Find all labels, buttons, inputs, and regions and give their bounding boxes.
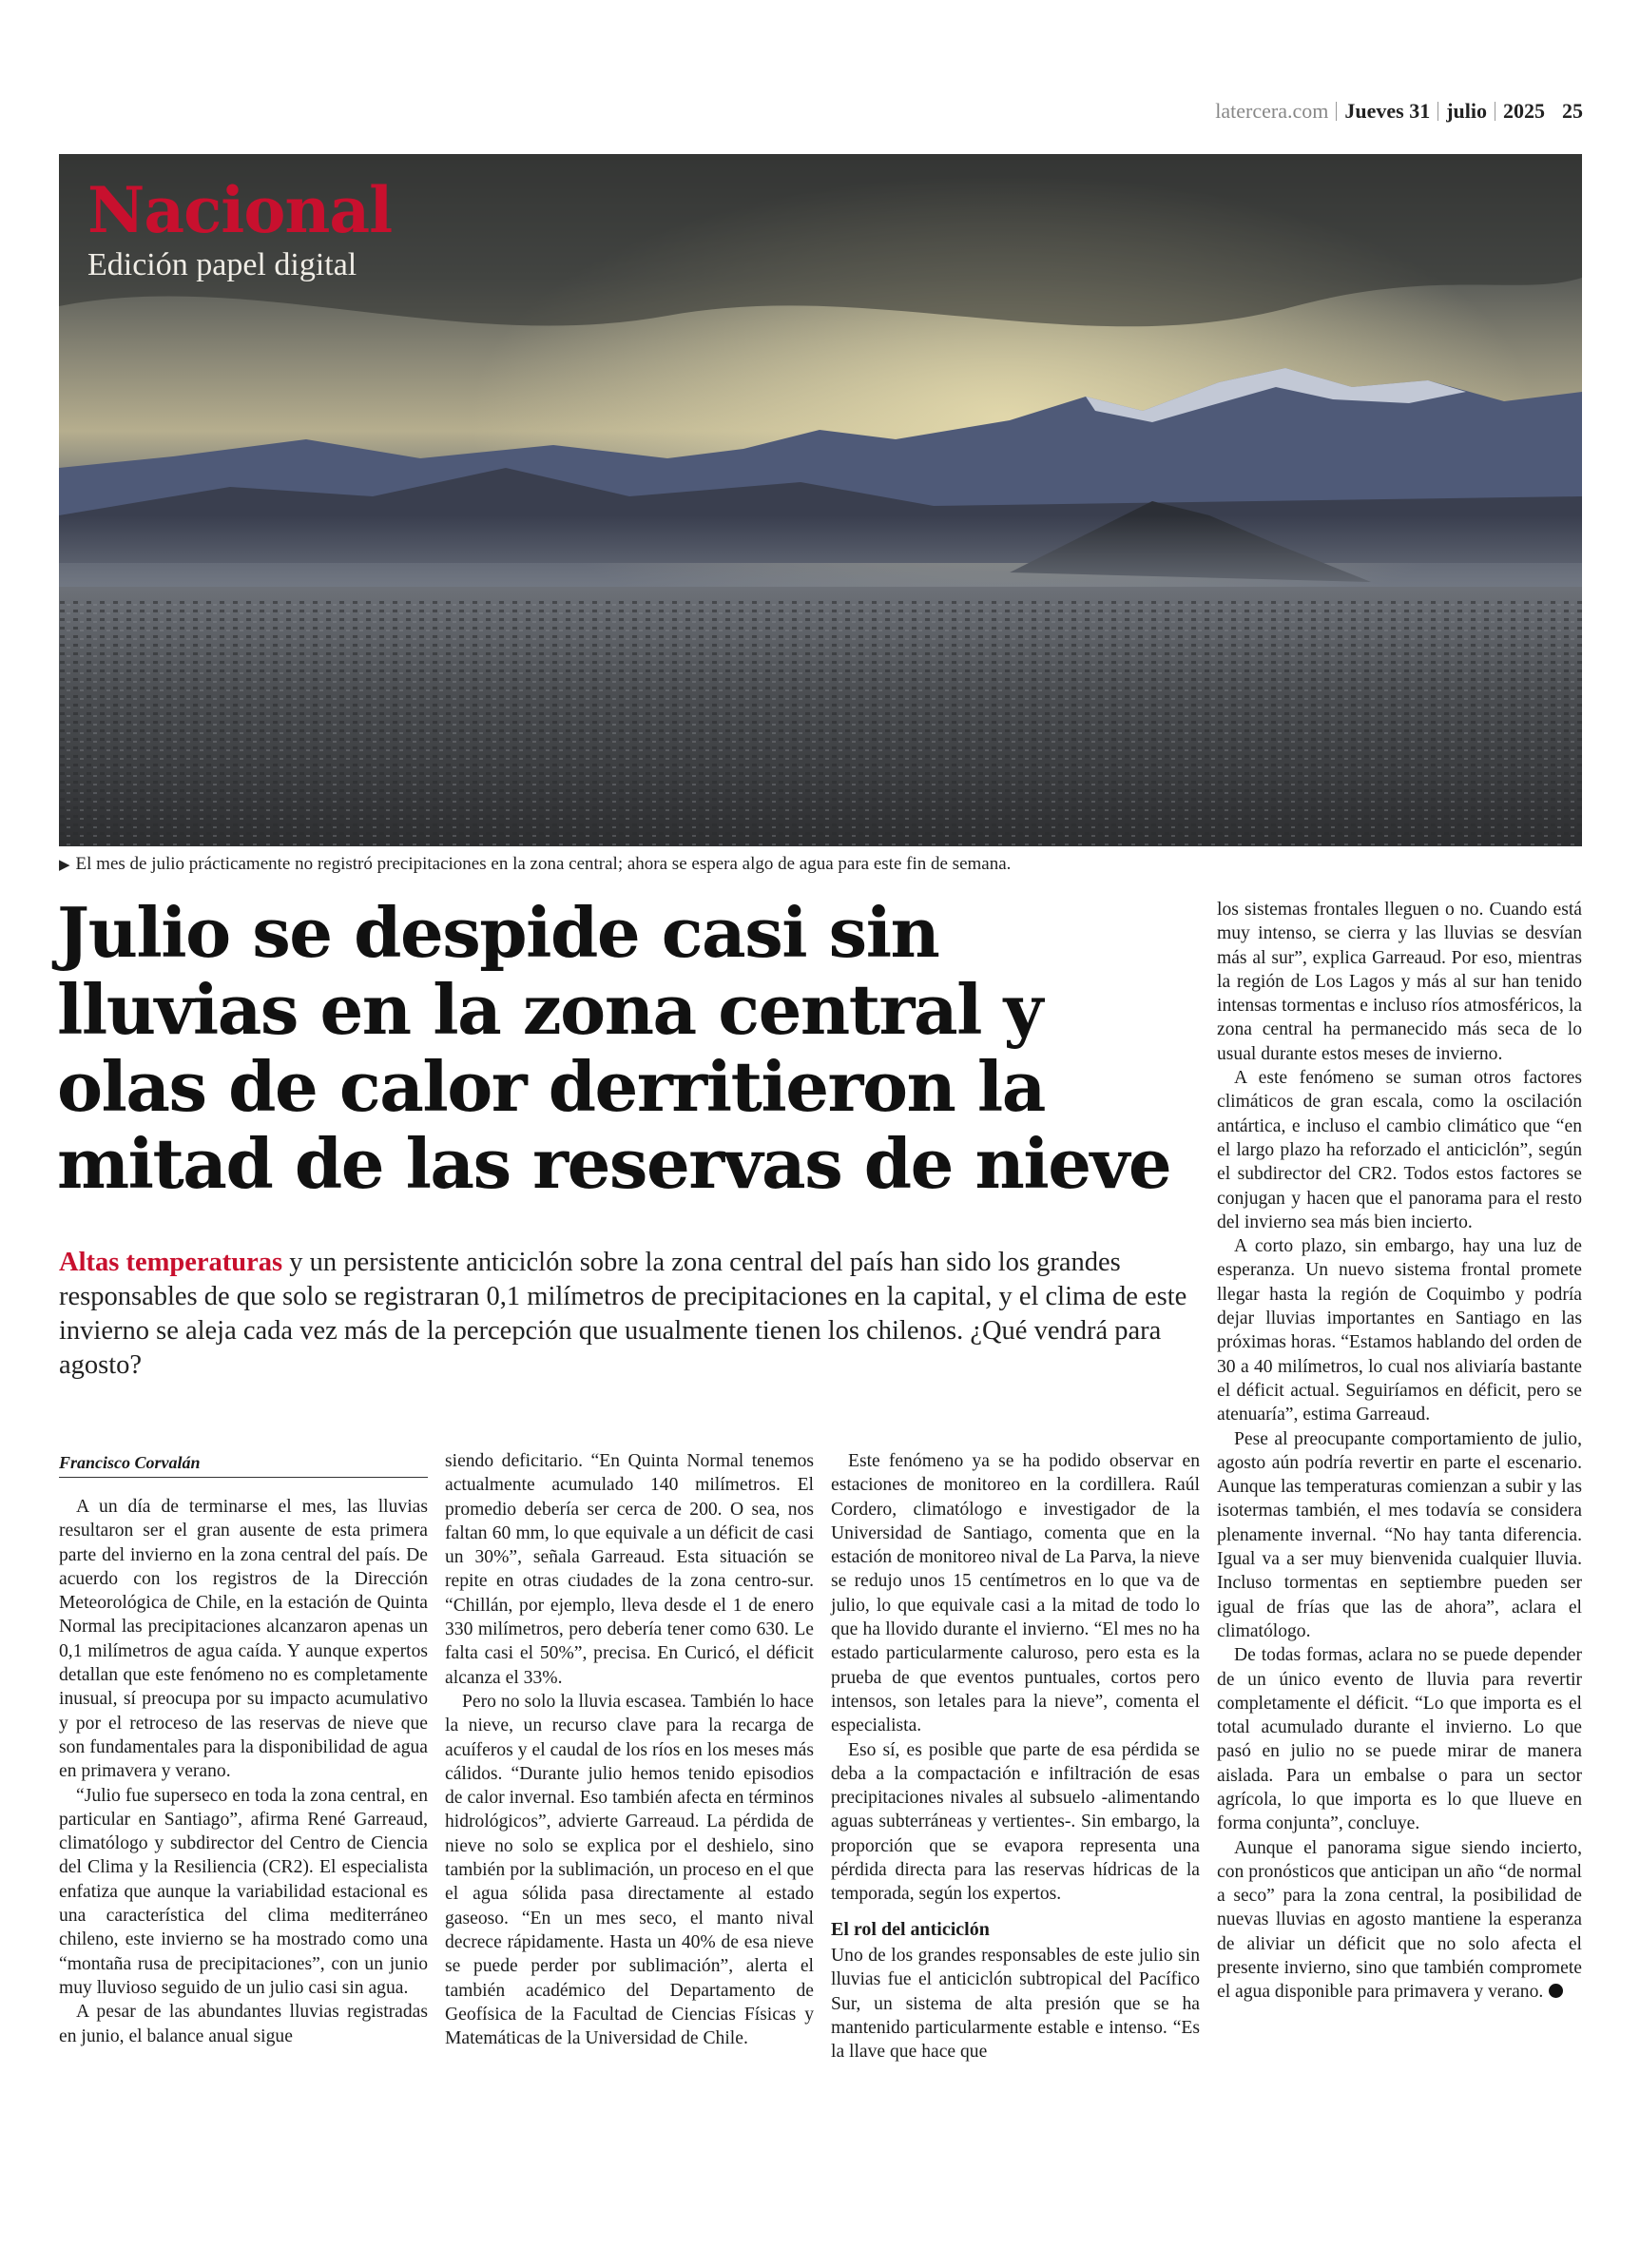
article-column-3 — [831, 1449, 1200, 2064]
deck-lead: Altas temperaturas — [59, 1248, 283, 1277]
paragraph: A un día de terminarse el mes, las lluvias resultaron ser el gran ausente de esta primera parte del invierno en la zona central del país. De acuerdo con los registros de la Dirección Meteorológica de Chile, en la estación de Quinta Normal las precipitaciones alcanzaron apenas un 0,1 milímetros de agua caída. Y aunque expertos detallan que este fenómeno no es completamente inusual, sí preocupa por su impacto acumulativo y por el retroceso de las reservas de nieve que son fundamentales para la disponibilidad de agua en primavera y verano. — [59, 1497, 428, 1782]
photo-caption — [59, 854, 1011, 875]
folio-divider — [1437, 102, 1438, 121]
paragraph: Este fenómeno ya se ha podido observar en estaciones de monitoreo en la cordillera. Raúl Cordero, climatólogo e investigador de la Universidad de Santiago, comenta que en la estación de monitoreo nival de La Parva, la nieve se redujo unos 15 centímetros en lo que va de julio, lo que equivale casi a la mitad de todo lo que ha llovido durante el invierno. “El mes no ha estado particularmente caluroso, pero esta es la prueba de que eventos puntuales, cortos pero intensos, son letales para la nieve”, comenta el especialista. — [831, 1451, 1200, 1736]
paragraph: Pese al preocupante comportamiento de julio, agosto aún podría revertir en parte el escenario. Aunque las temperaturas comienzan a subir y las isotermas también, el mes todavía se considera plenamente invernal. “No hay tanta diferencia. Igual va a ser muy bienvenida cualquier lluvia. Incluso tormentas en septiembre pueden ser igual de frías que las de ahora”, aclara el climatólogo. — [1217, 1428, 1582, 1641]
paragraph: Eso sí, es posible que parte de esa pérdida se deba a la compactación e infiltración de esas precipitaciones nivales al subsuelo -alimentando aguas subterráneas y vertientes-. Sin embargo, la proporción que se evapora representa una pérdida directa para las reservas hídricas de la temporada, según los expertos. — [831, 1739, 1200, 1905]
article-headline: Julio se despide casi sin lluvias en la zona central y olas de calor derritieron la mitad de las reservas de nieve — [57, 892, 1171, 1204]
caption-arrow-icon: ▶ — [59, 858, 70, 873]
paragraph: A corto plazo, sin embargo, hay una luz de esperanza. Un nuevo sistema frontal promete llegar hasta la región de Coquimbo y podría dejar lluvias importantes en Santiago en las próximas horas. “Estamos hablando del orden de 30 a 40 milímetros, lo cual nos aliviaría bastante el déficit actual. Seguiríamos en déficit, pero se atenuaría”, estima Garreaud. — [1217, 1236, 1582, 1425]
final-paragraph — [1217, 1836, 1582, 2005]
site-url[interactable]: latercera.com — [1215, 99, 1329, 123]
folio-month: julio — [1446, 99, 1487, 123]
paragraph: De todas formas, aclara no se puede depender de un único evento de lluvia para revertir completamente el déficit. “Lo que importa es el total acumulado durante el invierno. Lo que pasó en julio no se puede mirar de manera aislada. Para un embalse o para un sector agrícola, lo que importa es lo que llueve en forma conjunta”, concluye. — [1217, 1645, 1582, 1834]
paragraph: A pesar de las abundantes lluvias registradas en junio, el balance anual sigue — [59, 2002, 428, 2046]
lead-photo — [59, 154, 1582, 846]
end-mark-icon — [1549, 1984, 1563, 1998]
subheading: El rol del anticiclón — [831, 1918, 990, 1940]
article-deck — [59, 1246, 1200, 1383]
page-number: 25 — [1562, 99, 1583, 123]
deck-text: y un persistente anticiclón sobre la zona central del país han sido los grandes responsables de que solo se registraran 0,1 milímetros de precipitaciones en la capital, y el clima de este invierno se aleja cada vez más de la percepción que usualmente tienen los chilenos. ¿Qué vendrá para agosto? — [59, 1248, 1187, 1380]
paragraph-text: Aunque el panorama sigue siendo incierto, con pronósticos que anticipan un año “de normal a seco” para la zona central, la posibilidad de nuevas lluvias en agosto mantiene la esperanza de aliviar un déficit que no solo afecta el presente invierno, sino que también compromete el agua disponible para primavera y verano. — [1217, 1837, 1582, 2003]
folio-day: Jueves 31 — [1344, 99, 1431, 123]
byline: Francisco Corvalán — [59, 1453, 428, 1478]
paragraph: siendo deficitario. “En Quinta Normal tenemos actualmente acumulado 140 milímetros. El promedio debería ser cerca de 200. O sea, nos faltan 60 mm, lo que equivale a un déficit de casi un 30%”, señala Garreaud. Esta situación se repite en otras ciudades de la zona centro-sur. “Chillán, por ejemplo, lleva desde el 1 de enero 330 milímetros, pero debería tener como 630. Le falta casi el 50%”, precisa. En Curicó, el déficit alcanza el 33%. — [445, 1451, 814, 1688]
paragraph: “Julio fue superseco en toda la zona central, en particular en Santiago”, afirma René Garreaud, climatólogo y subdirector del Centro de Ciencia del Clima y la Resiliencia (CR2). El especialista enfatiza que aunque la variabilidad estacional es una característica del clima mediterráneo chileno, este invierno se ha mostrado como una “montaña rusa de precipitaciones”, con un junio muy lluvioso seguido de un julio casi sin agua. — [59, 1785, 428, 1998]
caption-text: El mes de julio prácticamente no registró precipitaciones en la zona central; ahora se espera algo de agua para este fin de semana. — [75, 854, 1012, 874]
folio-divider — [1336, 102, 1337, 121]
article-column-2 — [445, 1449, 814, 2050]
article-column-1 — [59, 1495, 428, 2048]
city-blocks — [59, 601, 1582, 846]
section-title: Nacional — [87, 173, 393, 247]
article-column-4 — [1217, 898, 1582, 2005]
folio-year: 2025 — [1503, 99, 1545, 123]
section-subtitle: Edición papel digital — [87, 247, 357, 282]
paragraph: Uno de los grandes responsables de este julio sin lluvias fue el anticiclón subtropical del Pacífico Sur, un sistema de alta presión que se ha mantenido particularmente estable e intenso. “Es la llave que hace que — [831, 1945, 1200, 2063]
page-folio — [1215, 99, 1583, 124]
paragraph: Pero no solo la lluvia escasea. También lo hace la nieve, un recurso clave para la recarga de acuíferos y el caudal de los ríos en los meses más cálidos. “Durante julio hemos tenido episodios de calor invernal. Eso también afecta en términos hidrológicos”, advierte Garreaud. La pérdida de nieve no solo se explica por el deshielo, sino también por la sublimación, un proceso en el que el agua sólida pasa directamente al estado gaseoso. “En un mes seco, el manto nival decrece rápidamente. Hasta un 40% de esa nieve se puede perder por sublimación”, alerta el también académico del Departamento de Geofísica de la Facultad de Ciencias Físicas y Matemáticas de la Universidad de Chile. — [445, 1691, 814, 2049]
paragraph: A este fenómeno se suman otros factores climáticos de gran escala, como la oscilación antártica, e incluso el cambio climático que “en el largo plazo ha reforzado el anticiclón”, según el subdirector del CR2. Todos estos factores se conjugan y hacen que el panorama para el resto del invierno sea más bien incierto. — [1217, 1068, 1582, 1232]
paragraph: los sistemas frontales lleguen o no. Cuando está muy intenso, se cierra y las lluvias se desvían más al sur”, explica Garreaud. Por eso, mientras la región de Los Lagos y más al sur han tenido intensas tormentas e incluso ríos atmosféricos, la zona central ha permanecido más seca de lo usual durante estos meses de invierno. — [1217, 900, 1582, 1064]
